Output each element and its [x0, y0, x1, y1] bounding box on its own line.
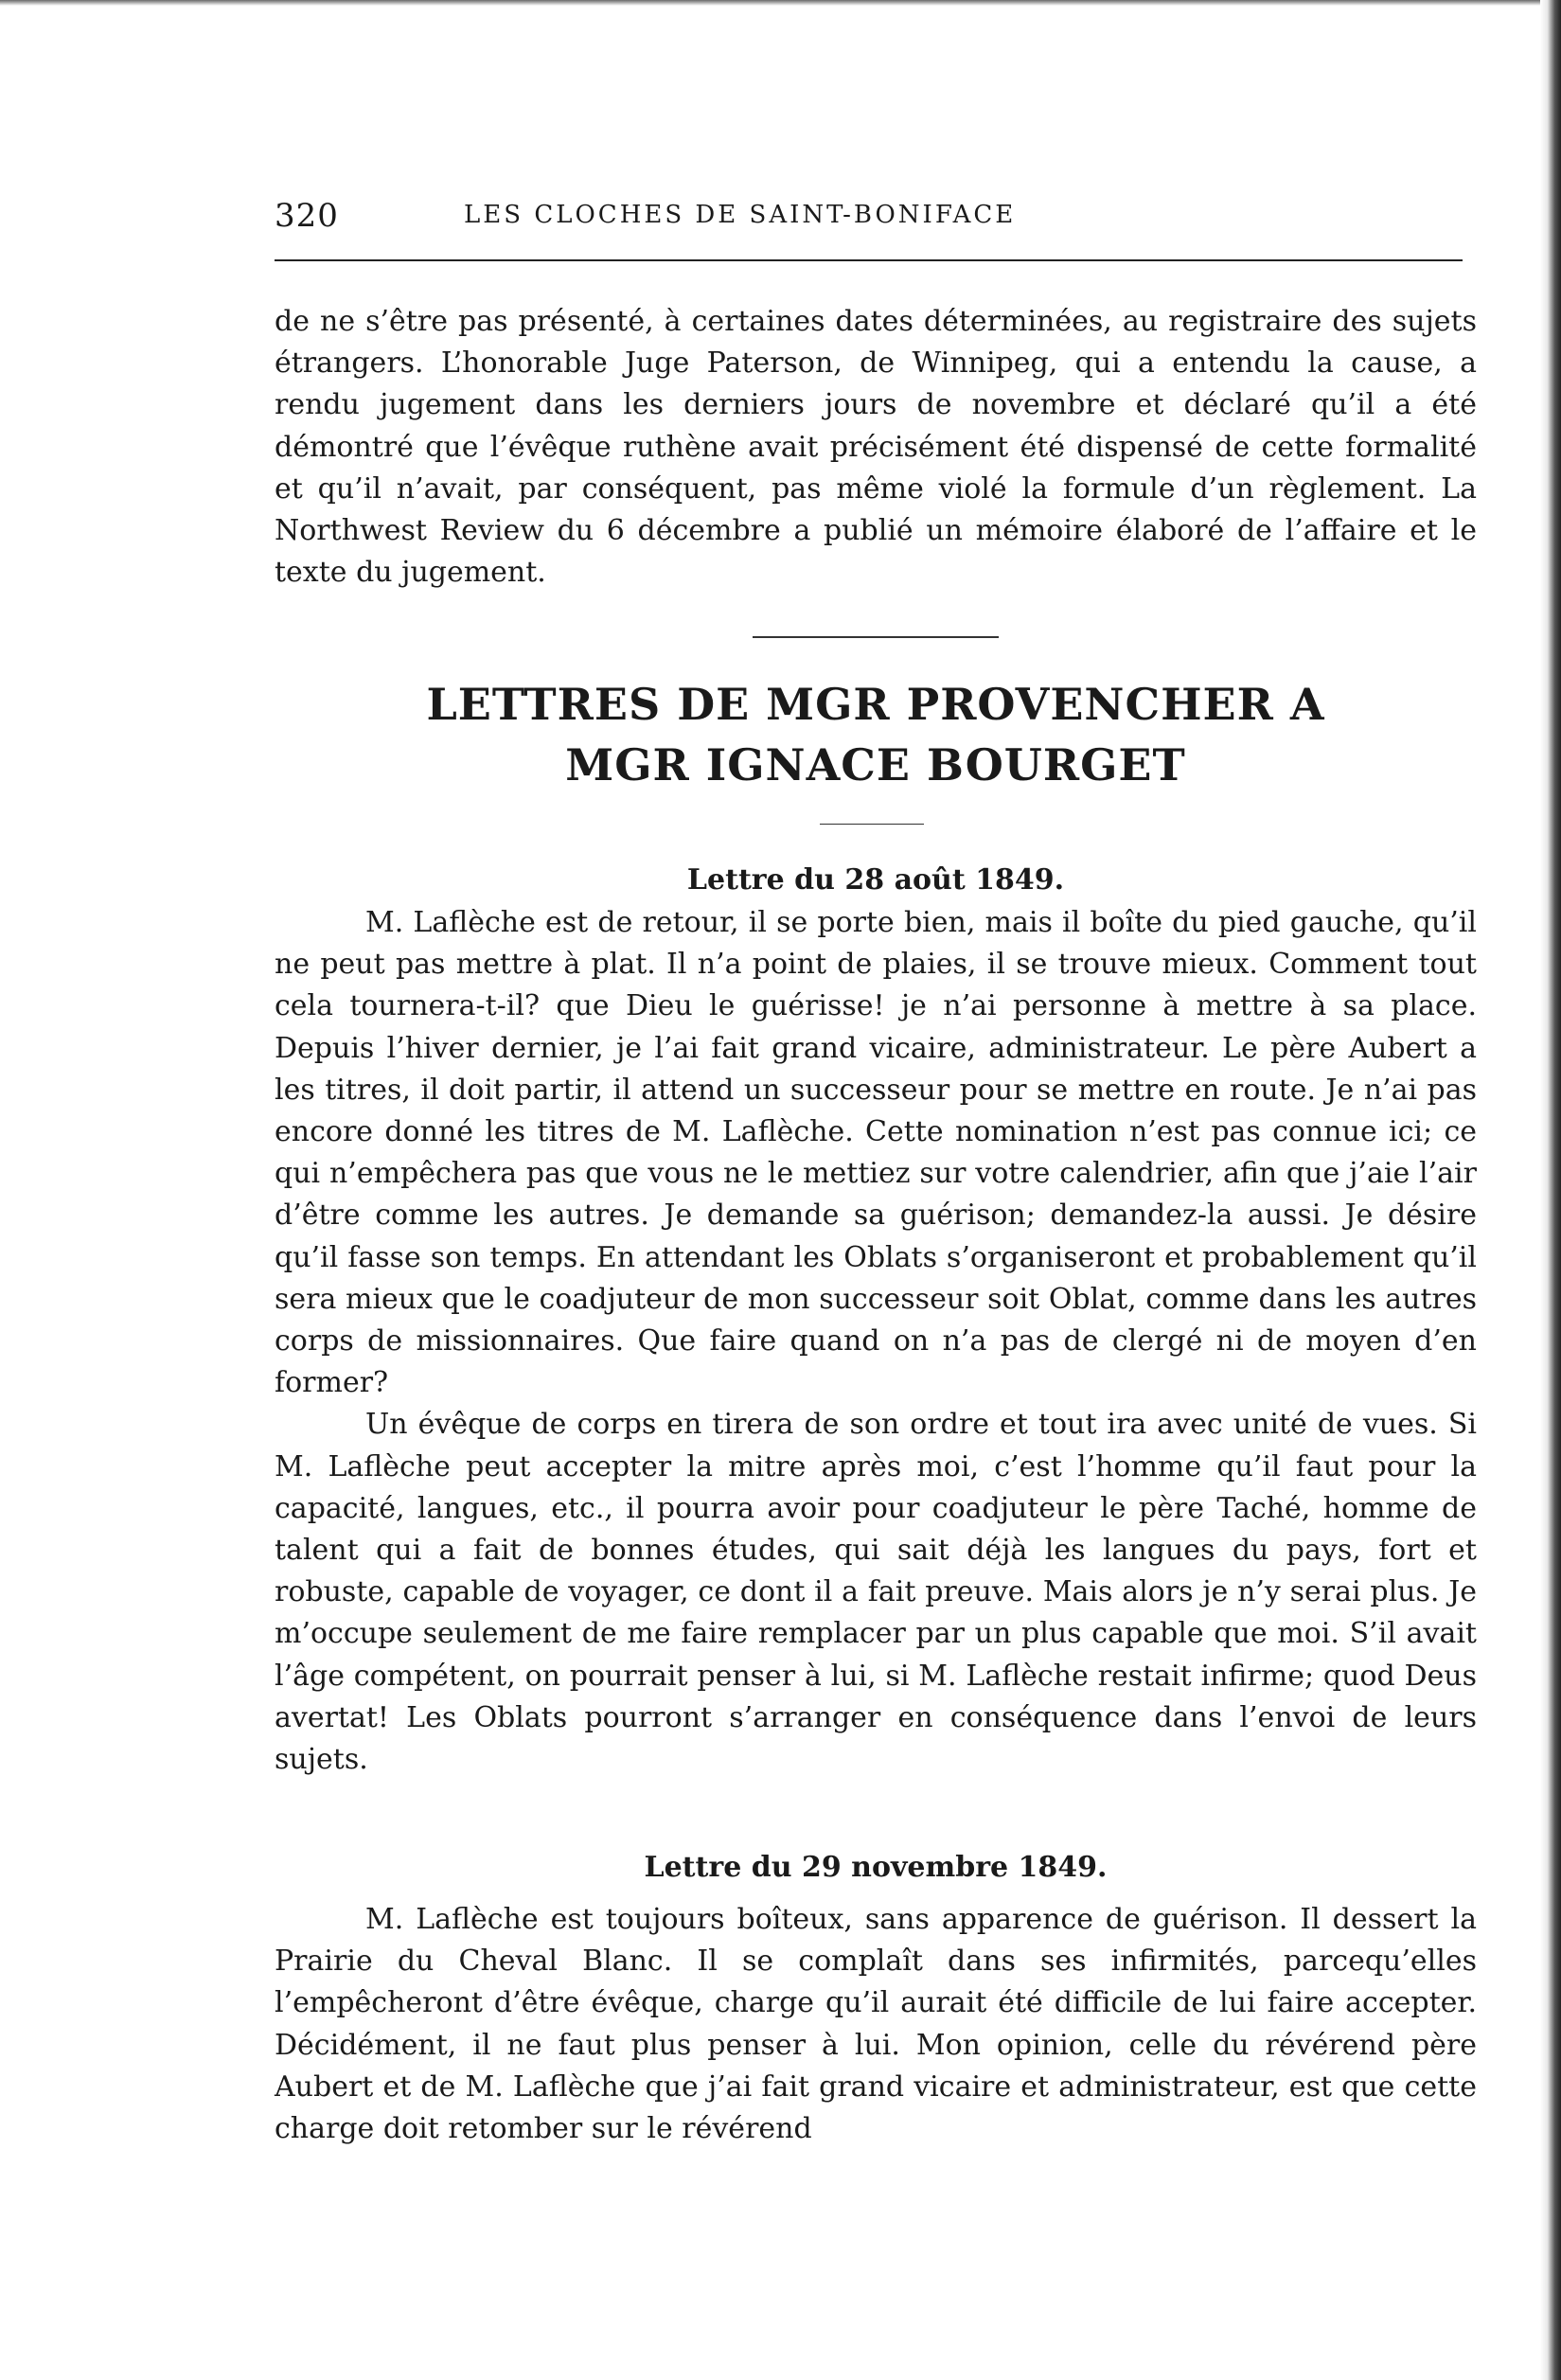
letter-1-body	[275, 902, 1477, 1781]
continuation-text: de ne s’être pas présenté, à certaines dates déterminées, au registraire des sujets étrangers. L’honorable Juge Paterson, de Winnipeg, qui a entendu la cause, a rendu jugement dans les derniers jours de novembre et déclaré qu’il a été démontré que l’évêque ruthène avait précisément été dispensé de cette formalité et qu’il n’avait, par conséquent, pas même violé la formule d’un règlement. La Northwest Review du 6 décembre a publié un mémoire élaboré de l’affaire et le texte du jugement.	[275, 305, 1477, 590]
letter-1-paragraph-2: Un évêque de corps en tirera de son ordre et tout ira avec unité de vues. Si M. Laflèche peut accepter la mitre après moi, c’est l’homme qu’il faut pour la capacité, langues, etc., il pourra avoir pour coadjuteur le père Taché, homme de talent qui a fait de bonnes études, qui sait déjà les langues du pays, fort et robuste, capable de voyager, ce dont il a fait preuve. Mais alors je n’y serai plus. Je m’occupe seulement de me faire remplacer par un plus capable que moi. S’il avait l’âge compétent, on pourrait penser à lui, si M. Laflèche restait infirme; quod Deus avertat! Les Oblats pourront s’arranger en conséquence dans l’envoi de leurs sujets.	[275, 1408, 1477, 1777]
article-title-line-2: MGR IGNACE BOURGET	[565, 739, 1186, 790]
section-separator	[753, 636, 999, 638]
letter-heading-2: Lettre du 29 novembre 1849.	[644, 1851, 1108, 1884]
page-number: 320	[275, 197, 339, 235]
title-separator	[820, 824, 924, 825]
letter-2-paragraph-1: M. Laflèche est toujours boîteux, sans apparence de guérison. Il dessert la Prairie du Cheval Blanc. Il se complaît dans ses infirmités, parcequ’elles l’empêcheront d’être évêque, charge qu’il aurait été difficile de lui faire accepter. Décidément, il ne faut plus penser à lui. Mon opinion, celle du révérend père Aubert et de M. Laflèche que j’ai fait grand vicaire et administrateur, est que cette charge doit retomber sur le révérend	[275, 1903, 1477, 2146]
article-title	[275, 674, 1477, 795]
letter-2-body	[275, 1899, 1477, 2150]
continuation-paragraph	[275, 301, 1477, 594]
scan-edge-right	[1540, 0, 1561, 2380]
book-page	[275, 0, 1477, 2380]
header-rule	[275, 259, 1463, 261]
letter-1-paragraph-1: M. Laflèche est de retour, il se porte bien, mais il boîte du pied gauche, qu’il ne peut pas mettre à plat. Il n’a point de plaies, il se trouve mieux. Comment tout cela tournera-t-il? que Dieu le guérisse! je n’ai personne à mettre à sa place. Depuis l’hiver dernier, je l’ai fait grand vicaire, administrateur. Le père Aubert a les titres, il doit partir, il attend un successeur pour se mettre en route. Je n’ai pas encore donné les titres de M. Laflèche. Cette nomination n’est pas connue ici; ce qui n’empêchera pas que vous ne le mettiez sur votre calendrier, afin que j’aie l’air d’être comme les autres. Je demande sa guérison; demandez-la aussi. Je désire qu’il fasse son temps. En attendant les Oblats s’organiseront et probablement qu’il sera mieux que le coadjuteur de mon successeur soit Oblat, comme dans les autres corps de missionnaires. Que faire quand on n’a pas de clergé ni de moyen d’en former?	[275, 906, 1477, 1400]
letter-heading-1: Lettre du 28 août 1849.	[686, 863, 1065, 897]
running-title: LES CLOCHES DE SAINT-BONIFACE	[464, 201, 1017, 229]
running-head	[275, 197, 1477, 244]
article-title-line-1: LETTRES DE MGR PROVENCHER A	[426, 679, 1325, 730]
